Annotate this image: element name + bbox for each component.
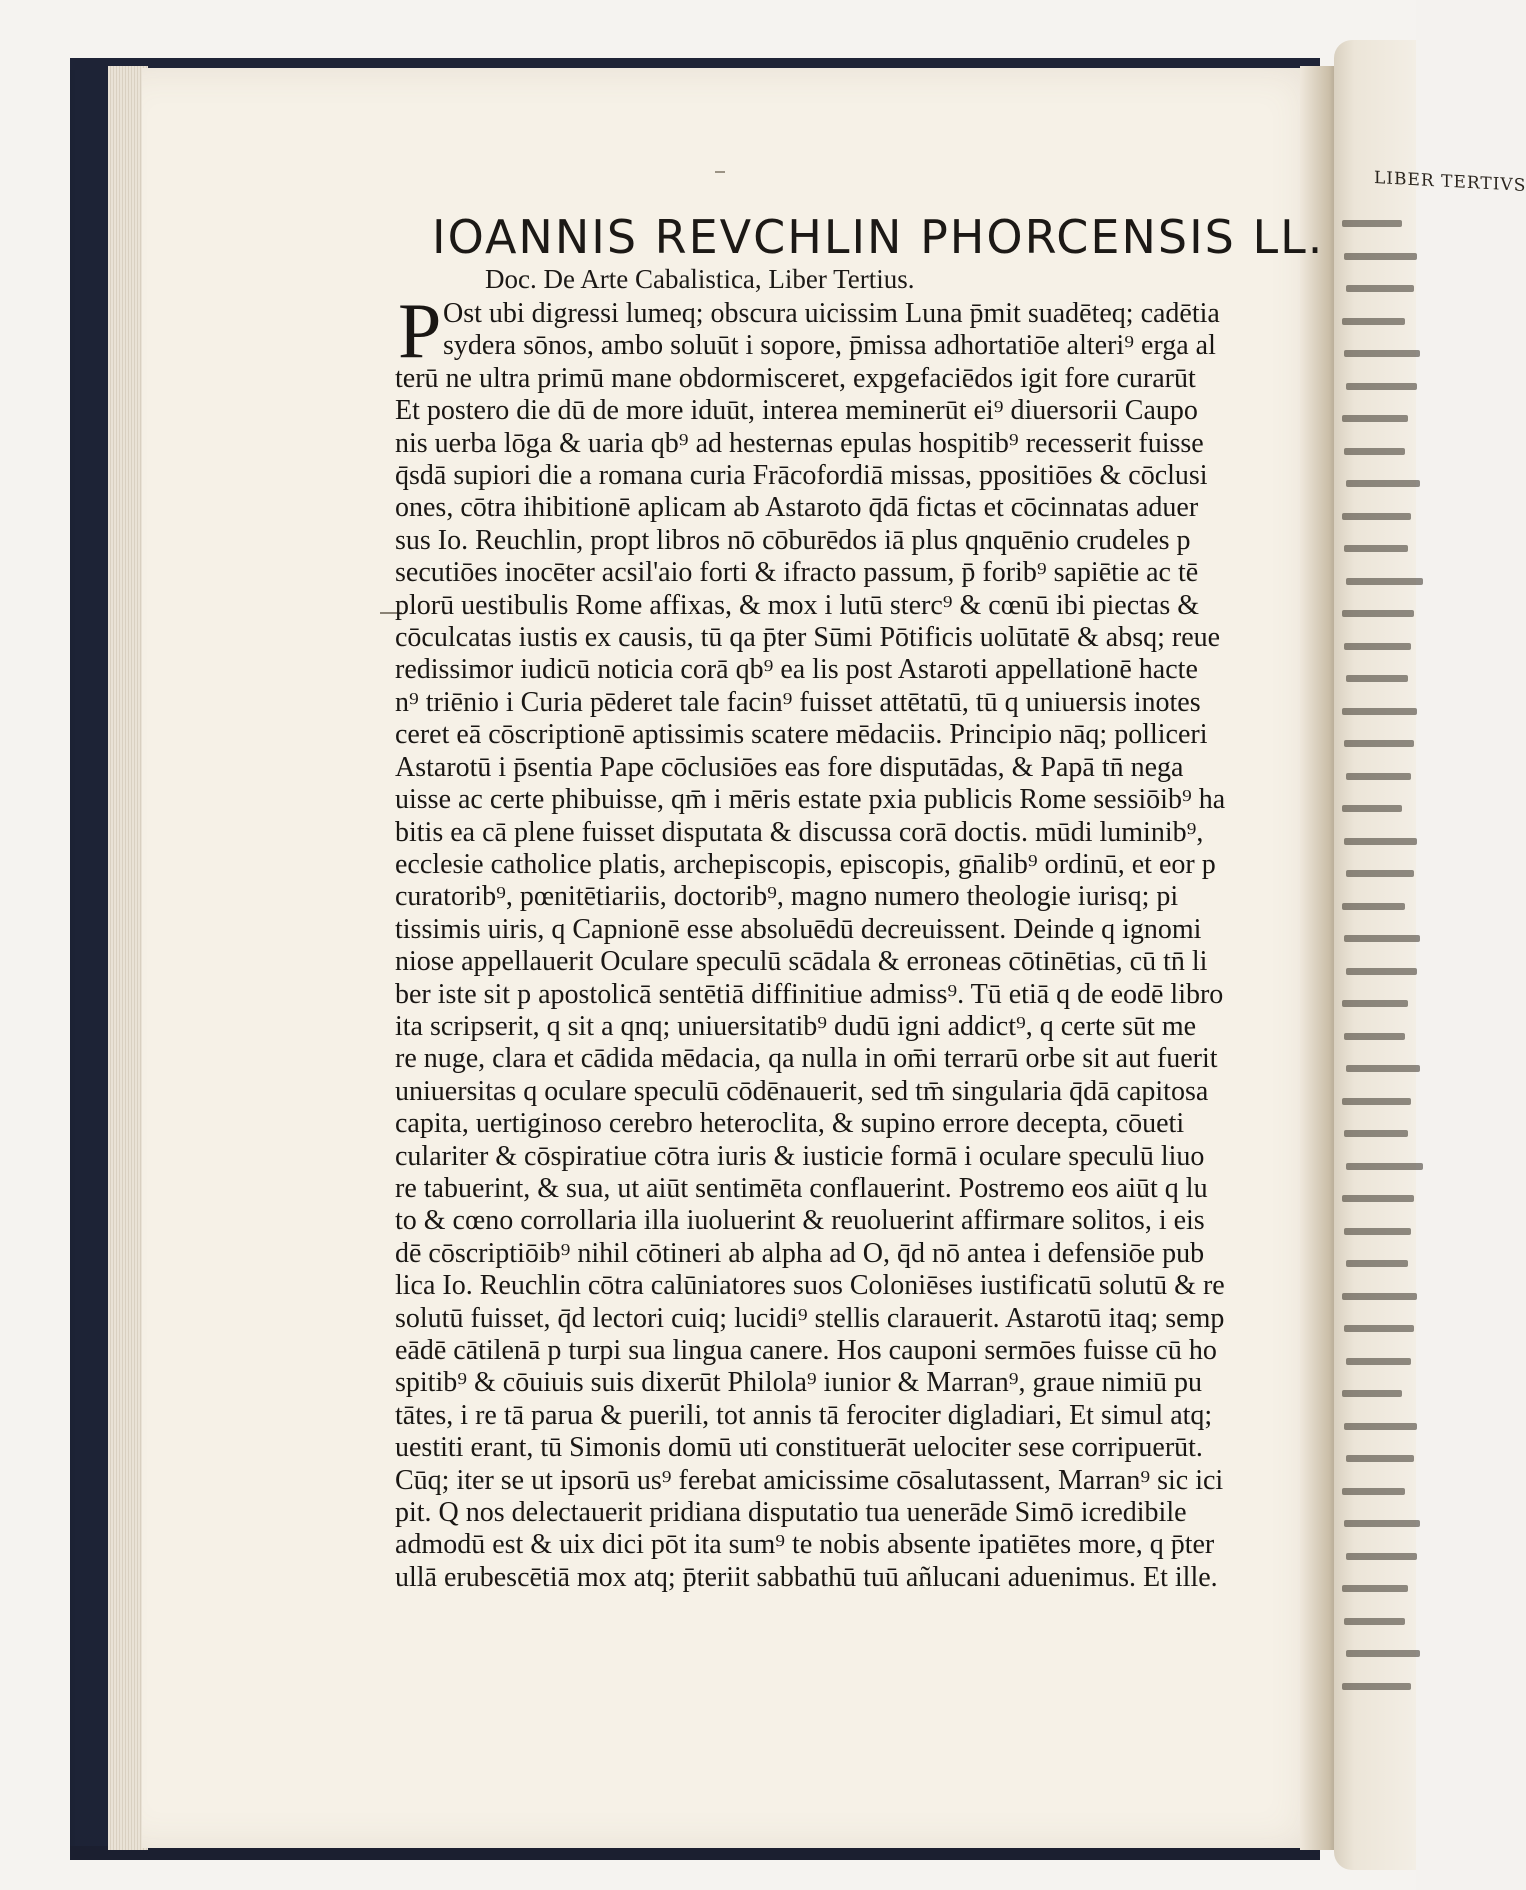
right-page-text-line xyxy=(1342,513,1411,520)
right-page-text-line xyxy=(1344,1130,1408,1137)
right-page-text-line xyxy=(1346,675,1408,682)
printer-mark xyxy=(715,171,725,173)
right-page-text-line xyxy=(1344,545,1408,552)
right-page-text-line xyxy=(1344,838,1417,845)
right-page-text-line xyxy=(1344,643,1411,650)
right-page-text-line xyxy=(1342,1098,1411,1105)
text-line: ullā erubescētiā mox atq; p̄teriit sabbathū tuū añlucani aduenimus. Et ille. xyxy=(395,1561,1218,1593)
right-page-text-line xyxy=(1342,1195,1414,1202)
text-line: Et postero die dū de more iduūt, interea meminerūt ei⁹ diuersorii Caupo xyxy=(395,395,1198,427)
right-page-text-line xyxy=(1342,1683,1411,1690)
right-page-text-line xyxy=(1344,253,1417,260)
right-page-text-line xyxy=(1344,448,1405,455)
text-line: nis uerba lōga & uaria qb⁹ ad hesternas epulas hospitib⁹ recesserit fuisse xyxy=(395,427,1204,459)
text-line: sus Io. Reuchlin, propt libros nō cōburēdos iā plus qnquēnio crudeles p xyxy=(395,524,1191,556)
cover-edge-bottom xyxy=(70,1846,1320,1860)
text-line: redissimor iudicū noticia corā qb⁹ ea lis post Astaroti appellationē hacte xyxy=(395,654,1198,686)
right-page-text-line xyxy=(1346,1163,1423,1170)
right-page-running-head: LIBER TERTIVS xyxy=(1374,168,1526,196)
right-page-text-line xyxy=(1342,1293,1417,1300)
text-line: lica Io. Reuchlin cōtra calūniatores suos Coloniēses iustificatū solutū & re xyxy=(395,1270,1225,1302)
text-line: eādē cātilenā p turpi sua lingua canere. Hos cauponi sermōes fuisse cū ho xyxy=(395,1335,1217,1366)
text-line: re tabuerint, & sua, ut aiūt sentimēta conflauerint. Postremo eos aiūt q lu xyxy=(395,1172,1208,1204)
right-page-text-line xyxy=(1342,1488,1405,1495)
text-line: dē cōscriptiōib⁹ nihil cōtineri ab alpha ad O, q̄d nō antea i defensiōe pub xyxy=(395,1237,1205,1269)
right-page-text-line xyxy=(1342,1390,1402,1397)
text-line: ecclesie catholice platis, archepiscopis, episcopis, gn̄alib⁹ ordinū, et eor p xyxy=(395,848,1216,880)
right-page-text-line xyxy=(1344,935,1420,942)
right-page-text-line xyxy=(1342,805,1402,812)
body-text xyxy=(395,298,1226,1594)
right-page-text-line xyxy=(1346,285,1414,292)
text-line: ceret eā cōscriptionē aptissimis scatere mēdaciis. Principio nāq; polliceri xyxy=(395,719,1208,751)
text-line: capita, uertiginoso cerebro heteroclita, & supino errore decepta, cōueti xyxy=(395,1108,1185,1140)
right-page-text-line xyxy=(1346,968,1417,975)
text-line: tissimis uiris, q Capnionē esse absoluēdū decreuissent. Deinde q ignomi xyxy=(395,913,1202,945)
right-page-text-line xyxy=(1346,1358,1411,1365)
text-line: Ost ubi digressi lumeq; obscura uicissim Luna p̄mit suadēteq; cadētia xyxy=(443,298,1220,329)
right-page-text-line xyxy=(1344,740,1414,747)
text-line: sydera sōnos, ambo soluūt i sopore, p̄missa adhortatiōe alteri⁹ erga al xyxy=(443,330,1216,362)
right-page-text-line xyxy=(1342,220,1402,227)
text-line: Astarotū i p̄sentia Pape cōclusiōes eas fore disputādas, & Papā tn̄ nega xyxy=(395,751,1184,783)
text-line: cōculcatas iustis ex causis, tū qa p̄ter Sūmi Pōtificis uolūtatē & absq; reue xyxy=(395,622,1221,654)
text-line: ones, cōtra ihibitionē aplicam ab Astaroto q̄dā fictas et cōcinnatas aduer xyxy=(395,492,1199,524)
right-page-text-line xyxy=(1342,903,1405,910)
right-page-text-line xyxy=(1346,773,1411,780)
right-page-text-line xyxy=(1346,1650,1420,1657)
right-page-text-line xyxy=(1346,1065,1420,1072)
right-page-text-line xyxy=(1346,870,1414,877)
text-line: bitis ea cā plene fuisset disputata & discussa corā doctis. mūdi luminib⁹, xyxy=(395,816,1204,848)
text-line: Cūq; iter se ut ipsorū us⁹ ferebat amicissime cōsalutassent, Marran⁹ sic ici xyxy=(395,1464,1224,1496)
right-page-text-line xyxy=(1346,578,1423,585)
page-title: IOANNIS REVCHLIN PHORCENSIS LL. xyxy=(432,210,1325,264)
text-line: ita scripserit, q sit a qnq; uniuersitatib⁹ dudū igni addict⁹, q certe sūt me xyxy=(395,1010,1197,1042)
right-page-text-line xyxy=(1342,1000,1408,1007)
right-page-text-line xyxy=(1342,708,1417,715)
right-page-text-line xyxy=(1346,1455,1414,1462)
right-page-text-line xyxy=(1346,1553,1417,1560)
right-page-text-line xyxy=(1342,610,1414,617)
right-page-text-line xyxy=(1344,1520,1420,1527)
right-page-text-line xyxy=(1344,1423,1417,1430)
right-page-text-line xyxy=(1342,415,1408,422)
initial-letter: P xyxy=(398,287,442,374)
right-page-text-line xyxy=(1344,1228,1411,1235)
text-line: pit. Q nos delectauerit pridiana disputatio tua uenerāde Simō icredibile xyxy=(395,1497,1187,1529)
right-page-text-line xyxy=(1346,383,1417,390)
text-line: niose appellauerit Oculare speculū scādala & erroneas cōtinētias, cū tn̄ li xyxy=(395,946,1208,978)
text-line: to & cœno corrollaria illa iuoluerint & reuoluerint affirmare solitos, i eis xyxy=(395,1205,1205,1237)
text-line: re nuge, clara et cādida mēdacia, qa nulla in om̄i terrarū orbe sit aut fuerit xyxy=(395,1043,1218,1075)
right-page xyxy=(1334,40,1526,1870)
text-line: spitib⁹ & cōuiuis suis dixerūt Philola⁹ iunior & Marran⁹, graue nimiū pu xyxy=(395,1367,1202,1399)
right-page-text-line xyxy=(1344,1618,1405,1625)
text-line: plorū uestibulis Rome affixas, & mox i lutū sterc⁹ & cœnū ibi piectas & xyxy=(395,589,1200,621)
text-line: secutiōes inocēter acsil'aio forti & ifracto passum, p̄ forib⁹ sapiētie ac tē xyxy=(395,557,1199,589)
text-line: culariter & cōspiratiue cōtra iuris & iusticie formā i oculare speculū liuo xyxy=(395,1140,1205,1172)
text-line: q̄sdā supiori die a romana curia Frācofordiā missas, ppositiōes & cōclusi xyxy=(395,460,1208,492)
page-subtitle: Doc. De Arte Cabalistica, Liber Tertius. xyxy=(485,264,915,294)
text-line: uniuersitas q oculare speculū cōdēnauerit, sed tm̄ singularia q̄dā capitosa xyxy=(395,1075,1209,1107)
text-line: uisse ac certe phibuisse, qm̄ i mēris estate pxia publicis Rome sessiōib⁹ ha xyxy=(395,784,1226,816)
text-line: curatorib⁹, pœnitētiariis, doctorib⁹, magno numero theologie iurisq; pi xyxy=(395,881,1179,913)
right-page-text-line xyxy=(1346,480,1420,487)
text-line: admodū est & uix dici pōt ita sum⁹ te nobis absente ipatiētes more, q p̄ter xyxy=(395,1529,1215,1561)
text-line: ber iste sit p apostolicā sentētiā diffinitiue admiss⁹. Tū etiā q de eodē libro xyxy=(395,978,1224,1010)
right-page-text-line xyxy=(1344,350,1420,357)
text-line: n⁹ triēnio i Curia pēderet tale facin⁹ fuisset attētatū, tū q uniuersis inotes xyxy=(395,686,1201,718)
text-line: tātes, i re tā parua & puerili, tot annis tā ferociter digladiari, Et simul atq; xyxy=(395,1399,1213,1431)
text-line: terū ne ultra primū mane obdormisceret, expgefaciēdos igit fore curarūt xyxy=(395,362,1196,394)
right-page-text-line xyxy=(1342,1585,1408,1592)
text-line: solutū fuisset, q̄d lectori cuiq; lucidi⁹ stellis clarauerit. Astarotū itaq; semp xyxy=(395,1302,1225,1334)
right-page-text-line xyxy=(1344,1325,1414,1332)
right-page-text-line xyxy=(1344,1033,1405,1040)
right-page-text-line xyxy=(1346,1260,1408,1267)
text-line: uestiti erant, tū Simonis domū uti constituerāt uelociter sese corripuerūt. xyxy=(395,1432,1203,1464)
right-page-text-line xyxy=(1342,318,1405,325)
